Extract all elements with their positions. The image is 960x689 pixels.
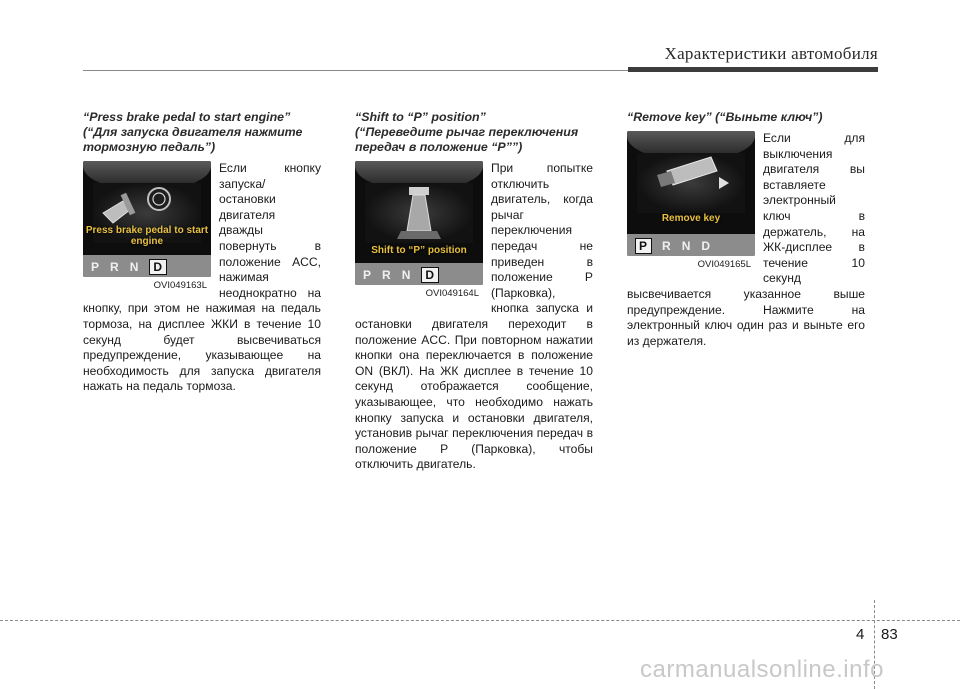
section-heading	[627, 110, 865, 125]
gear-d-highlighted: D	[149, 259, 167, 275]
section-heading	[355, 110, 593, 155]
screen-message: Press brake pedal to start engine	[85, 225, 209, 247]
figure-caption: OVI049163L	[153, 280, 207, 291]
header-rule-accent	[628, 67, 878, 72]
site-watermark[interactable]: carmanualsonline.info	[640, 656, 884, 683]
section-body: Если кнопку запуска/остановки двигателя дважды повернуть в положение ACC, нажимая неоднократно на кнопку, при этом не нажимая на педаль тормоза, на дисплее ЖКИ в течение 10 секунд будет высвечиваться предупреждение, указывающее на необходимость для запуска двигателя нажать на педаль тормоза.	[83, 161, 321, 394]
heading-english: “Press brake pedal to start engine”	[83, 110, 291, 124]
gear-r: R	[662, 239, 672, 253]
heading-russian: (“Для запуска двигателя нажмите тормозную педаль”)	[83, 125, 303, 154]
section-body: Если для выключения двигателя вы вставляете электронный ключ в держатель, на ЖК-дисплее в течение 10 секунд высвечивается указанное выше предупреждение. Нажмите на электронный ключ один раз и выньте его из держателя.	[627, 131, 865, 348]
section-heading	[83, 110, 321, 155]
footer-rule	[0, 620, 960, 621]
chapter-number: 4	[856, 626, 865, 643]
gear-r: R	[110, 260, 120, 274]
cluster-display-figure	[355, 161, 483, 298]
gear-n: N	[129, 260, 140, 274]
heading-russian: (“Переведите рычаг переключения передач в положение “P””)	[355, 125, 579, 154]
section-body: При попытке отключить двигатель, когда рычаг переключения передач не приведен в положение P (Парковка), кнопка запуска и остановки двигателя переходит в положение ACC. При повторном нажатии кнопки она переключается в положение ON (ВКЛ). На ЖК дисплее в течение 10 секунд отображается сообщение, указывающее, что необходимо нажать кнопку запуска и остановки двигателя, установив рычаг переключения передач в положение P (Парковка), чтобы отключить двигатель.	[355, 161, 593, 472]
gear-d: D	[701, 239, 712, 253]
cluster-display-figure	[627, 131, 755, 269]
cluster-display-figure	[83, 161, 211, 290]
gear-indicator	[363, 267, 439, 283]
section-remove-key	[627, 110, 865, 349]
cluster-screen	[83, 161, 211, 277]
section-shift-to-p	[355, 110, 593, 473]
gear-indicator	[635, 238, 711, 254]
gear-n: N	[681, 239, 692, 253]
cluster-screen	[355, 161, 483, 285]
gear-r: R	[382, 268, 392, 282]
gear-d-highlighted: D	[421, 267, 439, 283]
heading-english: “Shift to “P” position”	[355, 110, 486, 124]
screen-message: Remove key	[661, 213, 721, 224]
figure-caption: OVI049165L	[697, 259, 751, 270]
heading-english: “Remove key” (“Выньте ключ”)	[627, 110, 823, 124]
gear-p: P	[91, 260, 101, 274]
page-number: 83	[881, 626, 898, 643]
gear-p: P	[363, 268, 373, 282]
cluster-screen	[627, 131, 755, 256]
section-brake-pedal	[83, 110, 321, 395]
figure-caption: OVI049164L	[425, 288, 479, 299]
screen-message: Shift to “P” position	[371, 245, 467, 256]
gear-indicator	[91, 259, 167, 275]
running-header-title: Характеристики автомобиля	[664, 44, 878, 63]
gear-p-highlighted: P	[635, 238, 652, 254]
gear-n: N	[401, 268, 412, 282]
